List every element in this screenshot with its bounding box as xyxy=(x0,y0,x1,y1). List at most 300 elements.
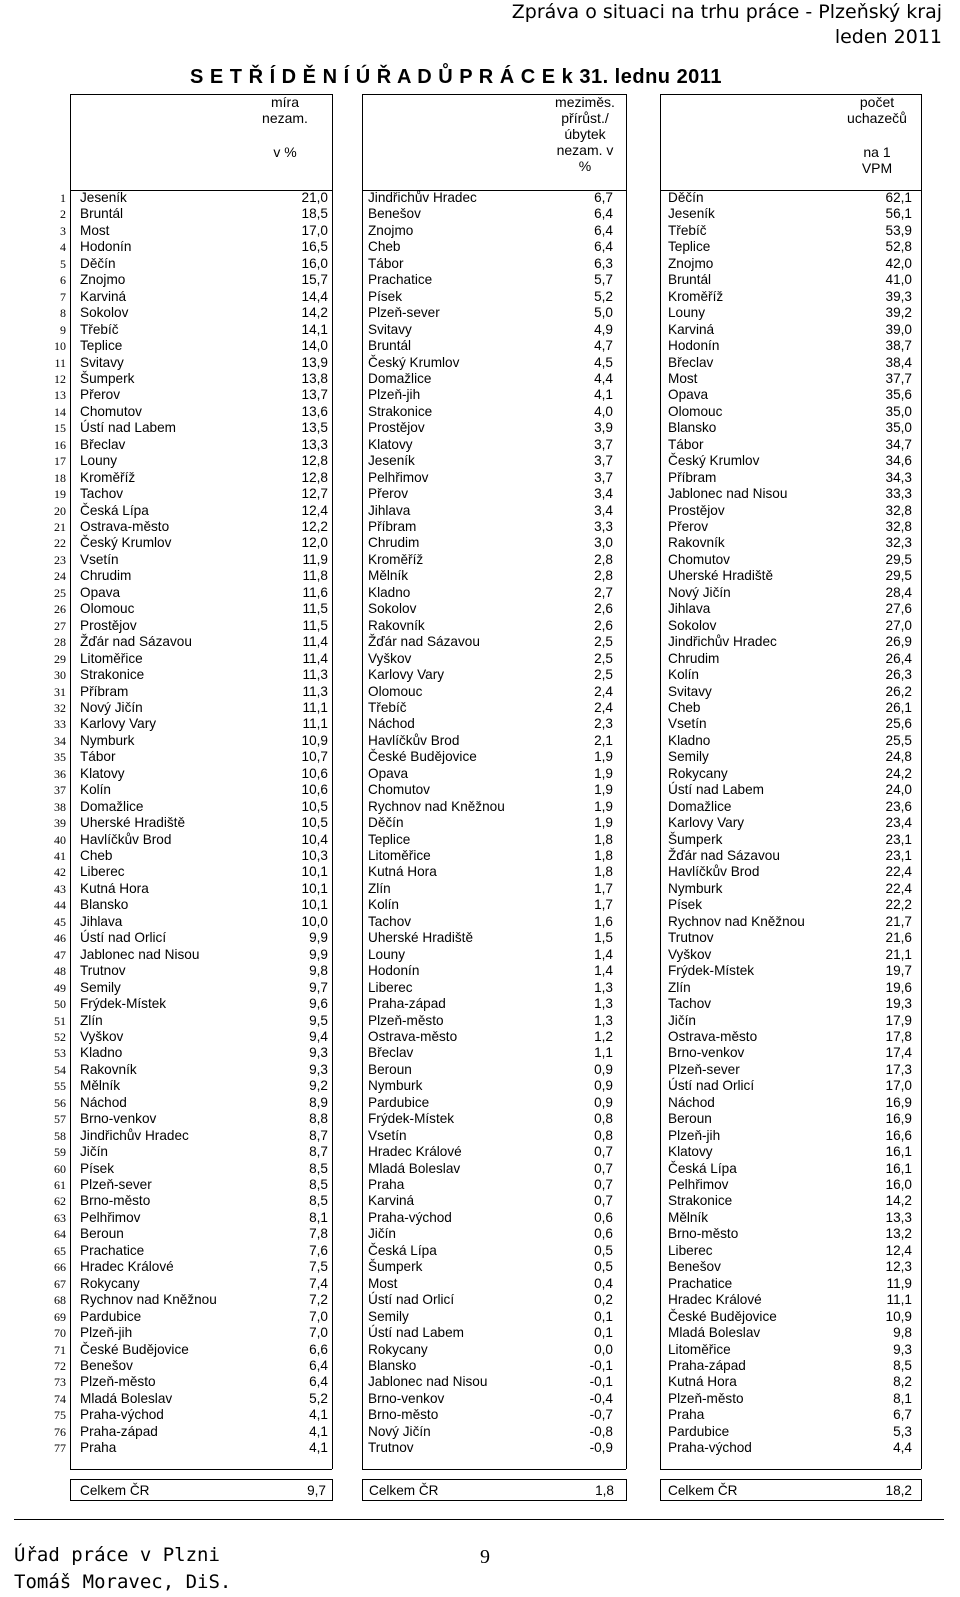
monthly-change: 2,8 xyxy=(594,551,613,567)
unemployment-rate: 12,4 xyxy=(301,502,328,518)
applicants-per-vacancy: 4,4 xyxy=(893,1440,912,1456)
district-name: Tachov xyxy=(668,996,712,1012)
district-name: Strakonice xyxy=(368,403,433,419)
monthly-change: 0,7 xyxy=(594,1144,613,1160)
table-row xyxy=(0,486,960,503)
table-row xyxy=(0,470,960,487)
monthly-change: 1,9 xyxy=(594,815,613,831)
unemployment-rate: 11,9 xyxy=(302,551,328,567)
district-name: Ústí nad Orlicí xyxy=(368,1292,455,1308)
district-name: Jihlava xyxy=(668,601,711,617)
table-row xyxy=(0,766,960,783)
rank-number: 53 xyxy=(54,1046,66,1061)
district-name: Plzeň-město xyxy=(368,1012,444,1028)
district-name: Prachatice xyxy=(368,272,433,288)
rank-number: 64 xyxy=(54,1227,66,1242)
district-name: Louny xyxy=(80,453,118,469)
table-row xyxy=(0,256,960,273)
district-name: Karviná xyxy=(368,1193,415,1209)
rank-number: 40 xyxy=(54,832,66,847)
unemployment-rate: 8,7 xyxy=(309,1144,328,1160)
applicants-per-vacancy: 8,5 xyxy=(893,1357,912,1373)
applicants-per-vacancy: 16,9 xyxy=(885,1094,912,1110)
district-name: Olomouc xyxy=(368,683,423,699)
district-name: Praha xyxy=(368,1177,405,1192)
monthly-change: 4,1 xyxy=(594,387,613,403)
district-name: Beroun xyxy=(80,1226,124,1242)
applicants-per-vacancy: 10,9 xyxy=(885,1308,912,1324)
unemployment-rate: 15,7 xyxy=(301,272,328,288)
applicants-per-vacancy: 23,6 xyxy=(885,798,912,814)
district-name: Olomouc xyxy=(668,403,723,419)
rank-number: 5 xyxy=(60,256,66,271)
monthly-change: 0,7 xyxy=(594,1160,613,1176)
applicants-per-vacancy: 9,3 xyxy=(893,1341,912,1357)
applicants-per-vacancy: 13,2 xyxy=(885,1226,912,1242)
district-name: Kutná Hora xyxy=(80,880,149,896)
monthly-change: 3,0 xyxy=(594,535,613,551)
district-name: Šumperk xyxy=(668,831,723,847)
col-head-line: přírůst./ xyxy=(561,110,609,126)
table-row xyxy=(0,1193,960,1210)
total-box-applicants xyxy=(660,1479,922,1501)
report-period: leden 2011 xyxy=(834,26,942,48)
district-name: Svitavy xyxy=(80,354,124,370)
rank-number: 14 xyxy=(54,404,66,419)
unemployment-rate: 10,1 xyxy=(301,880,328,896)
district-name: Opava xyxy=(80,584,121,600)
rank-number: 28 xyxy=(54,635,66,650)
monthly-change: 1,8 xyxy=(594,864,613,880)
unemployment-rate: 10,5 xyxy=(301,798,328,814)
unemployment-rate: 12,8 xyxy=(301,469,328,485)
district-name: Nymburk xyxy=(368,1078,423,1094)
table-row xyxy=(0,453,960,470)
district-name: Plzeň-sever xyxy=(80,1177,152,1192)
unemployment-rate: 10,1 xyxy=(301,897,328,913)
monthly-change: 1,8 xyxy=(594,848,613,863)
rank-number: 50 xyxy=(54,997,66,1012)
district-name: Trutnov xyxy=(668,930,714,946)
rank-number: 61 xyxy=(54,1178,66,1192)
district-name: Most xyxy=(668,370,698,386)
district-name: Ústí nad Labem xyxy=(668,782,764,798)
district-name: Teplice xyxy=(668,239,711,255)
table-row xyxy=(0,1095,960,1112)
table-row xyxy=(0,355,960,372)
district-name: Litoměřice xyxy=(80,650,143,666)
district-name: Ústí nad Orlicí xyxy=(668,1078,755,1094)
district-name: Plzeň-jih xyxy=(368,387,421,403)
monthly-change: 3,4 xyxy=(594,502,613,518)
monthly-change: 1,9 xyxy=(594,782,613,798)
monthly-change: -0,4 xyxy=(589,1390,613,1406)
district-name: Sokolov xyxy=(80,305,129,321)
district-name: Domažlice xyxy=(668,798,732,814)
table-row xyxy=(0,1062,960,1079)
monthly-change: 3,3 xyxy=(594,519,613,534)
district-name: Frýdek-Místek xyxy=(668,963,755,979)
applicants-per-vacancy: 27,0 xyxy=(885,617,912,633)
table-row xyxy=(0,223,960,240)
district-name: Hradec Králové xyxy=(668,1292,762,1308)
district-name: Děčín xyxy=(80,255,116,271)
district-name: Mladá Boleslav xyxy=(668,1325,761,1341)
monthly-change: 4,5 xyxy=(594,354,613,370)
monthly-change: 2,3 xyxy=(594,716,613,732)
rank-number: 2 xyxy=(60,207,66,222)
rank-number: 42 xyxy=(54,865,66,880)
rank-number: 65 xyxy=(54,1243,66,1258)
district-name: Pelhřimov xyxy=(80,1209,141,1225)
monthly-change: 2,5 xyxy=(594,634,613,650)
monthly-change: 4,7 xyxy=(594,338,613,354)
col-head-line: VPM xyxy=(861,160,893,176)
table-row xyxy=(0,1013,960,1030)
unemployment-rate: 8,5 xyxy=(309,1177,328,1192)
applicants-per-vacancy: 21,7 xyxy=(885,913,912,929)
district-name: České Budějovice xyxy=(80,1341,189,1357)
applicants-per-vacancy: 17,8 xyxy=(885,1028,912,1044)
applicants-per-vacancy: 34,6 xyxy=(885,453,912,469)
monthly-change: 0,0 xyxy=(594,1341,613,1357)
district-name: Strakonice xyxy=(80,667,145,683)
applicants-per-vacancy: 11,9 xyxy=(886,1275,912,1291)
applicants-per-vacancy: 38,7 xyxy=(885,338,912,354)
table-row xyxy=(0,996,960,1013)
col-head-line: na 1 xyxy=(863,144,891,160)
monthly-change: 1,3 xyxy=(594,979,613,995)
monthly-change: 2,4 xyxy=(594,699,613,715)
table-row xyxy=(0,420,960,437)
unemployment-rate: 8,9 xyxy=(309,1094,328,1110)
applicants-per-vacancy: 27,6 xyxy=(885,601,912,617)
district-name: Uherské Hradiště xyxy=(80,815,186,831)
district-name: Pardubice xyxy=(368,1094,430,1110)
unemployment-rate: 10,1 xyxy=(301,864,328,880)
unemployment-rate: 18,5 xyxy=(301,206,328,222)
district-name: Tachov xyxy=(80,486,124,502)
unemployment-rate: 13,5 xyxy=(301,420,328,436)
district-name: Náchod xyxy=(368,716,415,732)
district-name: Vsetín xyxy=(368,1127,407,1143)
applicants-per-vacancy: 26,1 xyxy=(885,699,912,715)
table-row xyxy=(0,190,960,207)
applicants-per-vacancy: 25,6 xyxy=(885,716,912,732)
unemployment-rate: 17,0 xyxy=(301,222,328,238)
monthly-change: 2,6 xyxy=(594,617,613,633)
district-name: Ústí nad Orlicí xyxy=(80,930,167,946)
monthly-change: 1,9 xyxy=(594,749,613,765)
district-name: Břeclav xyxy=(368,1045,414,1061)
applicants-per-vacancy: 24,8 xyxy=(885,749,912,765)
district-name: Karlovy Vary xyxy=(668,815,745,831)
district-name: Žďár nad Sázavou xyxy=(80,634,192,650)
rank-number: 12 xyxy=(54,371,66,386)
district-name: Bruntál xyxy=(368,338,412,354)
table-row xyxy=(0,1243,960,1260)
unemployment-rate: 8,1 xyxy=(309,1209,328,1225)
district-name: Praha xyxy=(668,1407,705,1423)
district-name: Brno-město xyxy=(368,1407,439,1423)
district-name: Český Krumlov xyxy=(80,535,172,551)
rank-number: 27 xyxy=(54,618,66,633)
district-name: Česká Lípa xyxy=(80,502,149,518)
district-name: Rychnov nad Kněžnou xyxy=(368,798,505,814)
district-name: Příbram xyxy=(668,469,717,485)
unemployment-rate: 10,4 xyxy=(301,831,328,847)
applicants-per-vacancy: 32,3 xyxy=(885,535,912,551)
applicants-per-vacancy: 24,2 xyxy=(885,765,912,781)
col-head-line: počet xyxy=(859,94,895,110)
table-row xyxy=(0,552,960,569)
monthly-change: 0,6 xyxy=(594,1226,613,1242)
unemployment-rate: 10,6 xyxy=(301,782,328,798)
unemployment-rate: 7,8 xyxy=(309,1226,328,1242)
rank-number: 21 xyxy=(54,520,66,534)
unemployment-rate: 13,7 xyxy=(301,387,328,403)
district-name: Jeseník xyxy=(668,206,715,222)
rank-number: 77 xyxy=(54,1441,66,1456)
district-name: Písek xyxy=(368,288,402,304)
table-row xyxy=(0,799,960,816)
district-name: Bruntál xyxy=(668,272,712,288)
monthly-change: 5,0 xyxy=(594,305,613,321)
district-name: Přerov xyxy=(368,486,409,502)
district-name: Žďár nad Sázavou xyxy=(368,634,480,650)
applicants-per-vacancy: 24,0 xyxy=(885,782,912,798)
district-name: Pardubice xyxy=(80,1308,142,1324)
district-name: Zlín xyxy=(668,979,691,995)
monthly-change: 6,4 xyxy=(594,222,613,238)
table-row xyxy=(0,634,960,651)
district-name: Benešov xyxy=(368,206,421,222)
district-name: Jablonec nad Nisou xyxy=(80,946,200,962)
district-name: Frýdek-Místek xyxy=(368,1111,455,1127)
grid-hline xyxy=(362,1469,626,1470)
monthly-change: 5,2 xyxy=(594,288,613,304)
district-name: Třebíč xyxy=(368,699,407,715)
rank-number: 71 xyxy=(54,1342,66,1357)
district-name: Uherské Hradiště xyxy=(368,930,474,946)
table-row xyxy=(0,1144,960,1161)
col-head-line xyxy=(832,128,922,144)
district-name: Chomutov xyxy=(368,782,430,798)
table-row xyxy=(0,272,960,289)
unemployment-rate: 14,4 xyxy=(301,288,328,304)
district-name: Jablonec nad Nisou xyxy=(368,1374,488,1390)
applicants-per-vacancy: 21,6 xyxy=(885,930,912,946)
district-name: Jeseník xyxy=(80,190,127,205)
col-head-line: úbytek xyxy=(564,126,606,142)
table-row xyxy=(0,1259,960,1276)
rank-number: 47 xyxy=(54,947,66,962)
rank-number: 67 xyxy=(54,1276,66,1291)
district-name: Tábor xyxy=(80,749,116,765)
table-row xyxy=(0,716,960,733)
applicants-per-vacancy: 6,7 xyxy=(893,1407,912,1423)
rank-number: 10 xyxy=(54,339,66,354)
district-name: Pelhřimov xyxy=(368,469,429,485)
rank-number: 34 xyxy=(54,733,66,748)
district-name: Prostějov xyxy=(368,420,425,436)
rank-number: 70 xyxy=(54,1326,66,1341)
district-name: Praha-východ xyxy=(668,1440,752,1456)
unemployment-rate: 11,1 xyxy=(302,716,328,732)
district-name: Teplice xyxy=(80,338,123,354)
unemployment-rate: 10,5 xyxy=(301,815,328,831)
table-row xyxy=(0,1111,960,1128)
unemployment-rate: 14,0 xyxy=(301,338,328,354)
district-name: Kolín xyxy=(80,782,111,798)
unemployment-rate: 13,9 xyxy=(301,354,328,370)
unemployment-rate: 14,2 xyxy=(301,305,328,321)
district-name: Žďár nad Sázavou xyxy=(668,848,780,863)
unemployment-rate: 16,5 xyxy=(301,239,328,255)
applicants-per-vacancy: 17,0 xyxy=(885,1078,912,1094)
monthly-change: 2,4 xyxy=(594,683,613,699)
applicants-per-vacancy: 26,3 xyxy=(885,667,912,683)
district-name: Tábor xyxy=(368,255,404,271)
rank-number: 55 xyxy=(54,1079,66,1094)
rank-number: 29 xyxy=(54,651,66,666)
footer-name: Tomáš Moravec, DiS. xyxy=(14,1571,232,1593)
district-name: Ústí nad Labem xyxy=(80,420,176,436)
applicants-per-vacancy: 22,4 xyxy=(885,864,912,880)
rank-number: 45 xyxy=(54,914,66,929)
district-name: Náchod xyxy=(668,1094,715,1110)
unemployment-rate: 11,5 xyxy=(302,617,328,633)
district-name: Jičín xyxy=(80,1144,108,1160)
rank-number: 36 xyxy=(54,766,66,781)
rank-number: 17 xyxy=(54,454,66,469)
district-name: Znojmo xyxy=(668,255,714,271)
table-row xyxy=(0,618,960,635)
district-name: Tábor xyxy=(668,436,704,452)
table-row xyxy=(0,1078,960,1095)
table-row xyxy=(0,963,960,980)
district-name: Liberec xyxy=(80,864,125,880)
unemployment-rate: 7,5 xyxy=(309,1259,328,1275)
district-name: Děčín xyxy=(668,190,704,205)
unemployment-rate: 9,3 xyxy=(309,1061,328,1077)
applicants-per-vacancy: 16,9 xyxy=(885,1111,912,1127)
unemployment-rate: 9,7 xyxy=(309,979,328,995)
rank-number: 25 xyxy=(54,585,66,600)
rank-number: 6 xyxy=(60,273,66,288)
applicants-per-vacancy: 23,1 xyxy=(885,831,912,847)
applicants-per-vacancy: 32,8 xyxy=(885,502,912,518)
monthly-change: 6,7 xyxy=(594,190,613,205)
applicants-per-vacancy: 11,1 xyxy=(886,1292,912,1308)
col-head-line: nezam. v xyxy=(556,142,614,158)
grid-hline xyxy=(70,1469,332,1470)
district-name: Třebíč xyxy=(80,321,119,337)
district-name: Bruntál xyxy=(80,206,124,222)
unemployment-rate: 21,0 xyxy=(301,190,328,205)
district-name: Praha-západ xyxy=(80,1423,158,1439)
monthly-change: 4,0 xyxy=(594,403,613,419)
unemployment-rate: 9,6 xyxy=(309,996,328,1012)
monthly-change: 1,9 xyxy=(594,798,613,814)
page-number: 9 xyxy=(480,1546,490,1568)
applicants-per-vacancy: 34,7 xyxy=(885,436,912,452)
applicants-per-vacancy: 29,5 xyxy=(885,568,912,584)
table-row xyxy=(0,404,960,421)
district-name: Nymburk xyxy=(80,732,135,748)
district-name: Semily xyxy=(368,1308,409,1324)
district-name: Prostějov xyxy=(668,502,725,518)
table-row xyxy=(0,930,960,947)
unemployment-rate: 11,4 xyxy=(302,634,328,650)
total-label: Celkem ČR xyxy=(668,1483,738,1498)
monthly-change: 0,5 xyxy=(594,1259,613,1275)
rank-number: 68 xyxy=(54,1293,66,1308)
table-row xyxy=(0,848,960,865)
rank-number: 69 xyxy=(54,1309,66,1324)
unemployment-rate: 8,5 xyxy=(309,1160,328,1176)
district-name: Kutná Hora xyxy=(668,1374,737,1390)
rank-number: 39 xyxy=(54,816,66,831)
district-name: Rokycany xyxy=(368,1341,428,1357)
col-head-line: uchazečů xyxy=(847,110,907,126)
unemployment-rate: 11,3 xyxy=(302,683,328,699)
district-name: Nový Jičín xyxy=(80,699,143,715)
unemployment-rate: 10,6 xyxy=(301,765,328,781)
rank-number: 18 xyxy=(54,470,66,485)
table-row xyxy=(0,947,960,964)
district-name: Chrudim xyxy=(668,650,720,666)
district-name: Cheb xyxy=(668,699,701,715)
district-name: Kroměříž xyxy=(668,288,724,304)
district-name: Hodonín xyxy=(668,338,720,354)
applicants-per-vacancy: 39,2 xyxy=(885,305,912,321)
table-row xyxy=(0,914,960,931)
unemployment-rate: 9,4 xyxy=(309,1028,328,1044)
unemployment-rate: 11,5 xyxy=(302,601,328,617)
district-name: Karviná xyxy=(80,288,127,304)
rank-number: 74 xyxy=(54,1391,66,1406)
applicants-per-vacancy: 53,9 xyxy=(885,222,912,238)
district-name: Český Krumlov xyxy=(668,453,760,469)
district-name: Děčín xyxy=(368,815,404,831)
rank-number: 13 xyxy=(54,388,66,403)
monthly-change: 1,5 xyxy=(594,930,613,946)
district-name: Plzeň-jih xyxy=(80,1325,133,1341)
district-name: Česká Lípa xyxy=(368,1242,437,1258)
monthly-change: 1,7 xyxy=(594,897,613,913)
district-name: Mělník xyxy=(80,1078,121,1094)
applicants-per-vacancy: 13,3 xyxy=(885,1209,912,1225)
district-name: Rychnov nad Kněžnou xyxy=(80,1292,217,1308)
monthly-change: 1,4 xyxy=(594,946,613,962)
applicants-per-vacancy: 56,1 xyxy=(885,206,912,222)
report-header xyxy=(512,0,942,50)
district-name: Praha-východ xyxy=(368,1209,452,1225)
district-name: Plzeň-sever xyxy=(368,305,440,321)
table-row xyxy=(0,684,960,701)
district-name: Klatovy xyxy=(368,436,413,452)
table-row xyxy=(0,387,960,404)
rank-number: 38 xyxy=(54,799,66,814)
rank-number: 32 xyxy=(54,700,66,715)
district-name: Blansko xyxy=(80,897,129,913)
district-name: Havlíčkův Brod xyxy=(368,732,460,748)
monthly-change: 0,1 xyxy=(594,1308,613,1324)
rank-number: 44 xyxy=(54,898,66,913)
district-name: Louny xyxy=(668,305,706,321)
district-name: Cheb xyxy=(368,239,401,255)
